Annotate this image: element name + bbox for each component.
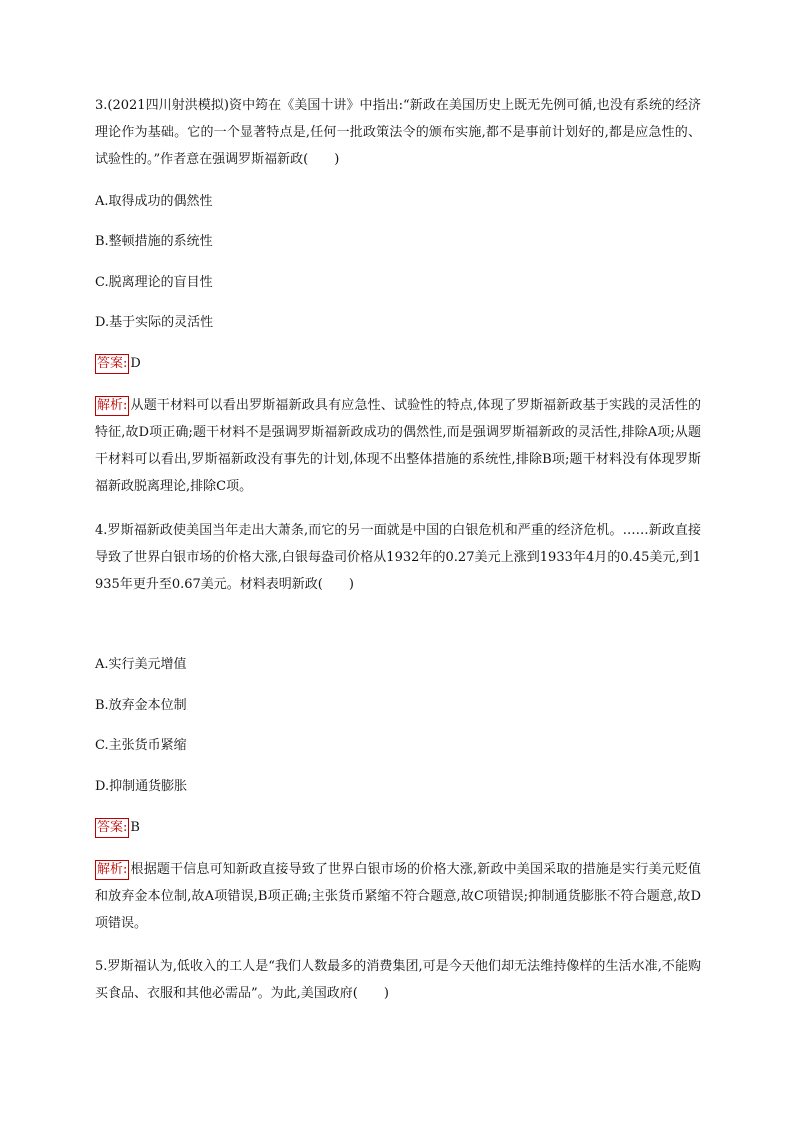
analysis-text: 从题干材料可以看出罗斯福新政具有应急性、试验性的特点,体现了罗斯福新政基于实践的灵活性的特征,故D项正确;题干材料不是强调罗斯福新政成功的偶然性,而是强调罗斯福新政的灵活性,排除A项;从题干材料可以看出,罗斯福新政没有事先的计划,体现不出整体措施的系统性,排除B项;题干材料没有体现罗斯福新政脱离理论,排除C项。 — [95, 398, 701, 494]
question-3-answer — [95, 354, 141, 374]
question-3-stem: 3.(2021四川射洪模拟)资中筠在《美国十讲》中指出:“新政在美国历史上既无先例可循,也没有系统的经济理论作为基础。它的一个显著特点是,任何一批政策法令的颁布实施,都不是事前计划好的,都是应急性的、试验性的。”作者意在强调罗斯福新政( ) — [95, 98, 701, 167]
question-3-option-b: B.整顿措施的系统性 — [95, 234, 213, 249]
question-4-analysis — [95, 856, 701, 937]
question-3-option-c: C.脱离理论的盲目性 — [95, 275, 213, 290]
question-4-stem: 4.罗斯福新政使美国当年走出大萧条,而它的另一面就是中国的白银危机和严重的经济危机。……新政直接导致了世界白银市场的价格大涨,白银每盎司价格从1932年的0.27美元上涨到1933年4月的0.45美元,到1935年更升至0.67美元。材料表明新政( ) — [95, 523, 701, 592]
answer-label: 答案: — [95, 354, 129, 374]
answer-value: B — [130, 820, 140, 835]
question-4-option-c: C.主张货币紧缩 — [95, 738, 187, 753]
answer-value: D — [130, 356, 141, 371]
question-4-option-d: D.抑制通货膨胀 — [95, 779, 188, 794]
analysis-label: 解析: — [95, 860, 129, 880]
question-4-answer — [95, 818, 140, 838]
question-5-stem: 5.罗斯福认为,低收入的工人是“我们人数最多的消费集团,可是今天他们却无法维持像样的生活水准,不能购买食品、衣服和其他必需品”。为此,美国政府( ) — [95, 959, 701, 1001]
question-4-option-b: B.放弃金本位制 — [95, 698, 187, 713]
analysis-text: 根据题干信息可知新政直接导致了世界白银市场的价格大涨,新政中美国采取的措施是实行美元贬值和放弃金本位制,故A项错误,B项正确;主张货币紧缩不符合题意,故C项错误;抑制通货膨胀不符合题意,故D项错误。 — [95, 862, 701, 931]
question-4-option-a: A.实行美元增值 — [95, 657, 187, 672]
question-3-analysis — [95, 392, 701, 500]
question-3-option-a: A.取得成功的偶然性 — [95, 194, 213, 209]
answer-label: 答案: — [95, 818, 129, 838]
analysis-label: 解析: — [95, 396, 129, 416]
question-3-option-d: D.基于实际的灵活性 — [95, 315, 214, 330]
